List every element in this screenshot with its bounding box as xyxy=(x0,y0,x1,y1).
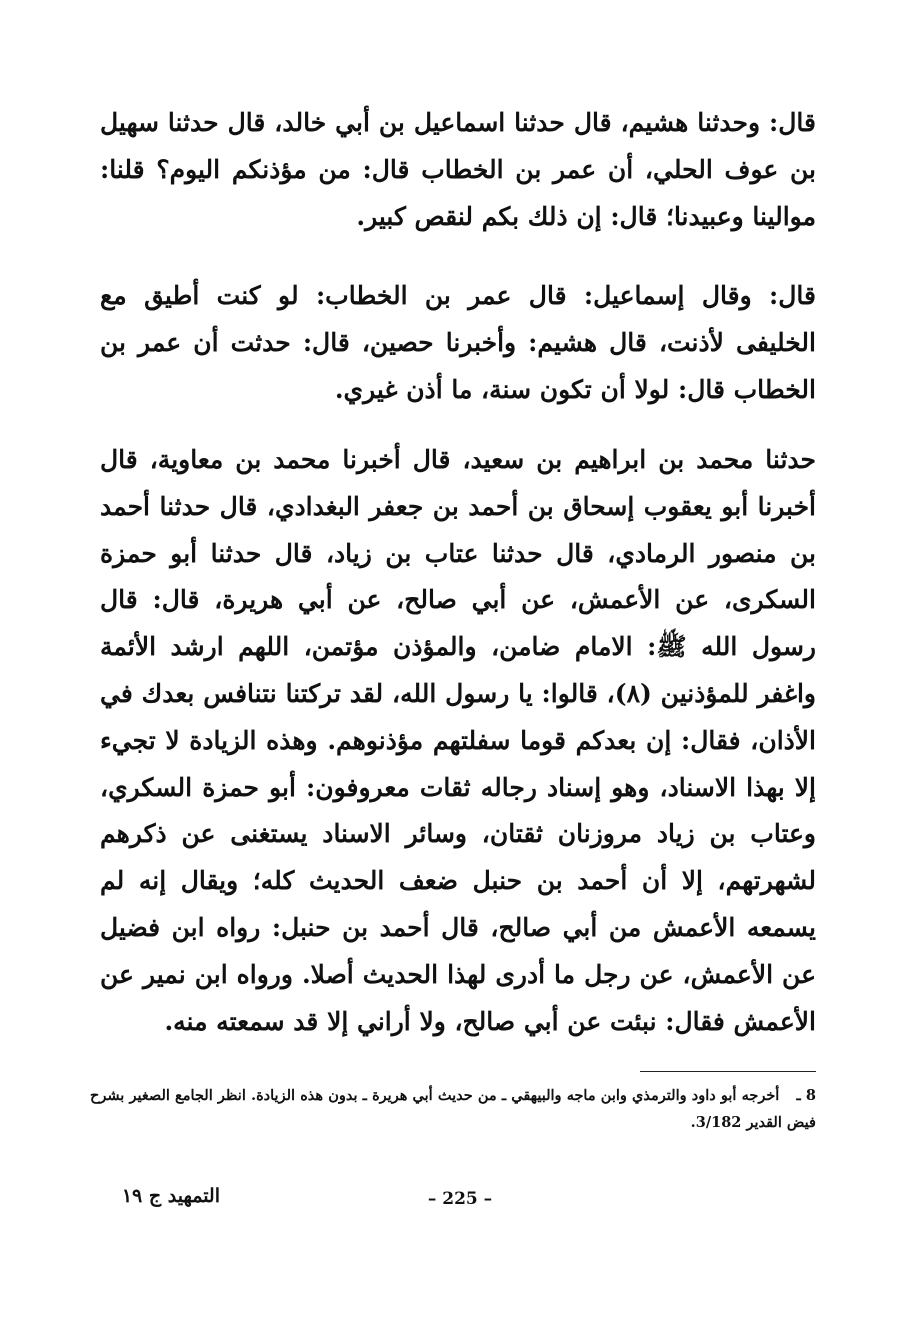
paragraph-1-text: قال: وحدثنا هشيم، قال حدثنا اسماعيل بن أبي خالد، قال حدثنا سهيل بن عوف الحلي، أن عمر بن الخطاب قال: من مؤذنكم اليوم؟ قلنا: موالينا وعبيدنا؛ قال: إن ذلك بكم لنقص كبير. xyxy=(100,108,816,231)
footnote-separator xyxy=(640,1071,816,1072)
running-title: التمهيد ج ١٩ xyxy=(121,1185,220,1207)
paragraph-3-text: حدثنا محمد بن ابراهيم بن سعيد، قال أخبرنا محمد بن معاوية، قال أخبرنا أبو يعقوب إسحاق بن أحمد بن جعفر البغدادي، قال حدثنا أحمد بن منصور الرمادي، قال حدثنا عتاب بن زياد، قال حدثنا أبو حمزة السكرى، عن الأعمش، عن أبي صالح، عن أبي هريرة، قال: قال رسول الله ﷺ: الامام ضامن، والمؤذن مؤتمن، اللهم ارشد الأئمة واغفر للمؤذنين (٨)، قالوا: يا رسول الله، لقد تركتنا نتنافس بعدك في الأذان، فقال: إن بعدكم قوما سفلتهم مؤذنوهم. وهذه الزيادة لا تجيء إلا بهذا الاسناد، وهو إسناد رجاله ثقات معروفون: أبو حمزة السكري، وعتاب بن زياد مروزنان ثقتان، وسائر الاسناد يستغنى عن ذكرهم لشهرتهم، إلا أن أحمد بن حنبل ضعف الحديث كله؛ ويقال إنه لم يسمعه الأعمش من أبي صالح، قال أحمد بن حنبل: رواه ابن فضيل عن الأعمش، عن رجل ما أدرى لهذا الحديث أصلا. ورواه ابن نمير عن الأعمش فقال: نبئت عن أبي صالح، ولا أراني إلا قد سمعته منه. xyxy=(100,445,816,1036)
footnote-text: أخرجه أبو داود والترمذي وابن ماجه والبيهقي ـ من حديث أبي هريرة ـ بدون هذه الزيادة. انظر الجامع الصغير بشرح فيض القدير 3/182. xyxy=(90,1087,816,1131)
paragraph-2-text: قال: وقال إسماعيل: قال عمر بن الخطاب: لو كنت أطيق مع الخليفى لأذنت، قال هشيم: وأخبرنا حصين، قال: حدثت أن عمر بن الخطاب قال: لولا أن تكون سنة، ما أذن غيري. xyxy=(100,281,816,404)
paragraph-1 xyxy=(100,100,816,240)
page-number: – 225 – xyxy=(427,1189,493,1209)
paragraph-2 xyxy=(100,273,816,413)
footnote xyxy=(90,1082,816,1136)
footnote-number: 8 ـ xyxy=(796,1087,817,1104)
paragraph-3 xyxy=(100,437,816,1045)
